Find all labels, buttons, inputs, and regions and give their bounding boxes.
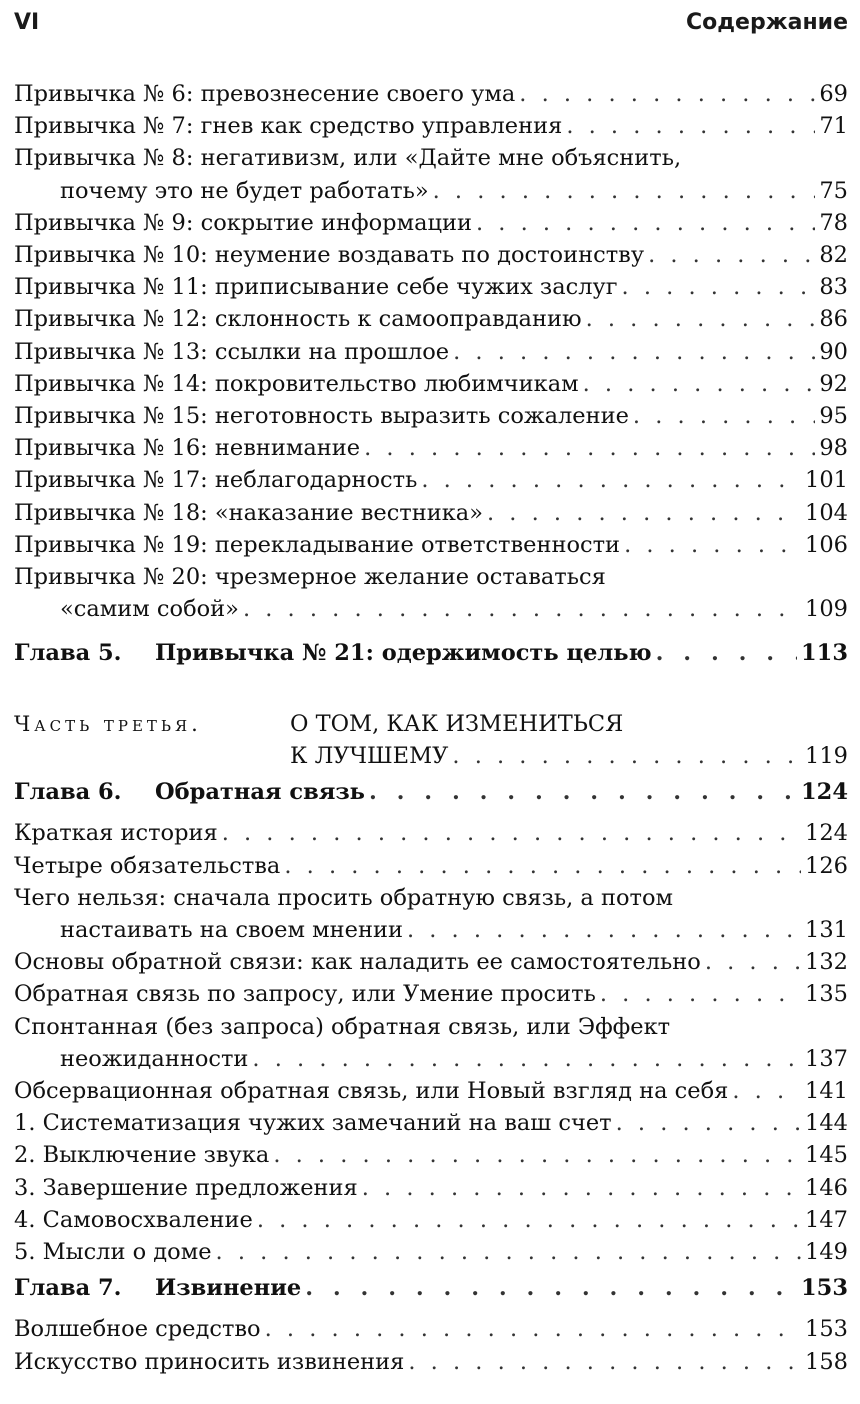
entry-page: 95	[819, 403, 848, 430]
toc-entry[interactable]	[14, 78, 848, 110]
entry-page: 109	[805, 596, 848, 623]
part-page: 119	[805, 743, 848, 770]
entry-page: 146	[805, 1174, 848, 1201]
dot-leader	[622, 271, 816, 303]
entry-title: Привычка № 20: чрезмерное желание оставаться	[14, 564, 606, 591]
dot-leader	[257, 1204, 801, 1236]
entry-title: 2. Выключение звука	[14, 1142, 270, 1169]
entry-page: 78	[819, 209, 848, 236]
entry-title: Привычка № 6: превознесение своего ума	[14, 81, 516, 107]
toc-entry[interactable]	[14, 946, 848, 978]
dot-leader	[222, 817, 801, 849]
entry-title-continued: настаивать на своем мнении	[60, 917, 403, 944]
dot-leader	[487, 497, 801, 529]
entry-title: Привычка № 15: неготовность выразить сожаление	[14, 403, 629, 430]
dot-leader	[421, 464, 801, 496]
toc-entry[interactable]	[14, 303, 848, 335]
dot-leader	[273, 1139, 801, 1171]
toc-entry[interactable]	[14, 1204, 848, 1236]
entry-title: 3. Завершение предложения	[14, 1174, 358, 1201]
chapter-title: Обратная связь	[155, 779, 365, 806]
toc-entry[interactable]	[14, 1139, 848, 1171]
entry-title: Обсервационная обратная связь, или Новый взгляд на себя	[14, 1078, 729, 1105]
toc-entry[interactable]	[14, 1172, 848, 1204]
entry-title: Краткая история	[14, 820, 218, 847]
entry-page: 131	[805, 917, 848, 944]
toc-block-apology	[14, 1313, 848, 1377]
table-of-contents	[14, 78, 848, 1378]
dot-leader	[408, 1346, 801, 1378]
toc-entry[interactable]	[14, 1236, 848, 1268]
toc-entry[interactable]	[14, 850, 848, 882]
entry-title: Привычка № 7: гнев как средство управления	[14, 113, 563, 140]
dot-leader	[305, 1271, 797, 1305]
running-header	[14, 10, 848, 44]
toc-entry[interactable]	[14, 271, 848, 303]
chapter-page: 124	[801, 779, 848, 806]
entry-title: Чего нельзя: сначала просить обратную связь, а потом	[14, 884, 674, 911]
dot-leader	[369, 775, 797, 809]
part-3-entry[interactable]	[14, 708, 848, 772]
dot-leader	[586, 303, 816, 335]
entry-title: Волшебное средство	[14, 1316, 261, 1343]
entry-title: 1. Систематизация чужих замечаний на ваш счет	[14, 1110, 612, 1137]
dot-leader	[433, 175, 816, 207]
chapter-6-entry[interactable]	[14, 775, 848, 809]
entry-page: 82	[819, 242, 848, 269]
toc-entry[interactable]	[14, 110, 848, 142]
entry-title-continued: «самим собой»	[60, 596, 239, 623]
chapter-title: Извинение	[155, 1275, 302, 1302]
toc-entry[interactable]	[14, 368, 848, 400]
entry-title: Привычка № 18: «наказание вестника»	[14, 499, 483, 526]
entry-title: Искусство приносить извинения	[14, 1348, 405, 1375]
running-title: Содержание	[686, 10, 848, 35]
dot-leader	[705, 946, 801, 978]
entry-page: 126	[805, 852, 848, 879]
toc-entry[interactable]	[14, 1107, 848, 1139]
toc-block-habits	[14, 78, 848, 625]
toc-entry[interactable]	[14, 882, 848, 946]
toc-entry[interactable]	[14, 464, 848, 496]
entry-title: Привычка № 10: неумение воздавать по достоинству	[14, 242, 645, 269]
toc-entry[interactable]	[14, 497, 848, 529]
toc-entry[interactable]	[14, 207, 848, 239]
chapter-page: 113	[801, 640, 848, 667]
entry-page: 137	[805, 1045, 848, 1072]
dot-leader	[216, 1236, 802, 1268]
toc-block-feedback	[14, 817, 848, 1268]
entry-page: 141	[805, 1078, 848, 1105]
chapter-5-entry[interactable]	[14, 636, 848, 670]
entry-title: Привычка № 19: перекладывание ответственности	[14, 531, 621, 558]
dot-leader	[252, 1043, 801, 1075]
entry-page: 124	[805, 820, 848, 847]
toc-entry[interactable]	[14, 1011, 848, 1075]
entry-page: 90	[819, 338, 848, 365]
entry-title: Четыре обязательства	[14, 852, 281, 879]
dot-leader	[519, 78, 815, 110]
toc-entry[interactable]	[14, 561, 848, 625]
chapter-label: Глава 5.	[14, 640, 122, 667]
entry-page: 86	[819, 306, 848, 333]
entry-title: 4. Самовосхваление	[14, 1206, 253, 1233]
entry-title: Привычка № 9: сокрытие информации	[14, 209, 472, 236]
toc-entry[interactable]	[14, 432, 848, 464]
entry-title: Привычка № 11: приписывание себе чужих заслуг	[14, 274, 618, 301]
entry-title: Привычка № 14: покровительство любимчикам	[14, 370, 579, 397]
dot-leader	[656, 636, 797, 670]
entry-page: 83	[819, 274, 848, 301]
dot-leader	[616, 1107, 801, 1139]
entry-page: 92	[819, 370, 848, 397]
entry-page: 149	[805, 1239, 848, 1266]
dot-leader	[453, 336, 815, 368]
toc-entry[interactable]	[14, 1346, 848, 1378]
entry-page: 132	[805, 949, 848, 976]
dot-leader	[566, 110, 815, 142]
dot-leader	[648, 239, 815, 271]
entry-page: 75	[819, 177, 848, 204]
dot-leader	[633, 400, 815, 432]
chapter-title: Привычка № 21: одержимость целью	[155, 640, 652, 667]
entry-title-continued: почему это не будет работать»	[60, 177, 429, 204]
entry-page: 153	[805, 1316, 848, 1343]
entry-page: 69	[819, 81, 848, 107]
entry-title: Спонтанная (без запроса) обратная связь, или Эффект	[14, 1013, 671, 1040]
entry-page: 71	[819, 113, 848, 140]
entry-title: Основы обратной связи: как наладить ее самостоятельно	[14, 949, 701, 976]
dot-leader	[600, 978, 801, 1010]
entry-page: 135	[805, 981, 848, 1008]
chapter-7-entry[interactable]	[14, 1271, 848, 1305]
toc-entry[interactable]	[14, 142, 848, 206]
entry-page: 101	[805, 467, 848, 494]
toc-entry[interactable]	[14, 978, 848, 1010]
entry-title: Привычка № 12: склонность к самооправданию	[14, 306, 582, 333]
toc-entry[interactable]	[14, 1313, 848, 1345]
entry-title: Привычка № 17: неблагодарность	[14, 467, 418, 494]
entry-title: Обратная связь по запросу, или Умение просить	[14, 981, 596, 1008]
chapter-label: Глава 7.	[14, 1275, 122, 1302]
toc-entry[interactable]	[14, 817, 848, 849]
entry-title: Привычка № 13: ссылки на прошлое	[14, 338, 450, 365]
part-label: Часть третья.	[14, 712, 202, 737]
part-title-line2: К ЛУЧШЕМУ	[290, 743, 449, 770]
dot-leader	[265, 1313, 801, 1345]
dot-leader	[624, 529, 801, 561]
dot-leader	[284, 850, 801, 882]
entry-page: 144	[805, 1110, 848, 1137]
dot-leader	[407, 914, 801, 946]
entry-page: 145	[805, 1142, 848, 1169]
entry-page: 158	[805, 1348, 848, 1375]
entry-page: 98	[819, 435, 848, 462]
toc-entry[interactable]	[14, 400, 848, 432]
entry-page: 104	[805, 499, 848, 526]
dot-leader	[362, 1172, 801, 1204]
dot-leader	[476, 207, 815, 239]
chapter-label: Глава 6.	[14, 779, 122, 806]
dot-leader	[243, 593, 801, 625]
toc-entry[interactable]	[14, 336, 848, 368]
entry-title-continued: неожиданности	[60, 1045, 249, 1072]
entry-page: 106	[805, 531, 848, 558]
dot-leader	[732, 1075, 801, 1107]
dot-leader	[452, 740, 801, 772]
entry-title: Привычка № 16: невнимание	[14, 435, 361, 462]
toc-entry[interactable]	[14, 1075, 848, 1107]
part-title-line1: О ТОМ, КАК ИЗМЕНИТЬСЯ	[290, 711, 624, 738]
chapter-page: 153	[801, 1275, 848, 1302]
dot-leader	[364, 432, 815, 464]
entry-page: 147	[805, 1206, 848, 1233]
entry-title: 5. Мысли о доме	[14, 1239, 212, 1266]
toc-entry[interactable]	[14, 239, 848, 271]
toc-entry[interactable]	[14, 529, 848, 561]
dot-leader	[583, 368, 816, 400]
entry-title: Привычка № 8: негативизм, или «Дайте мне объяснить,	[14, 145, 682, 172]
page-number: VI	[14, 10, 40, 35]
